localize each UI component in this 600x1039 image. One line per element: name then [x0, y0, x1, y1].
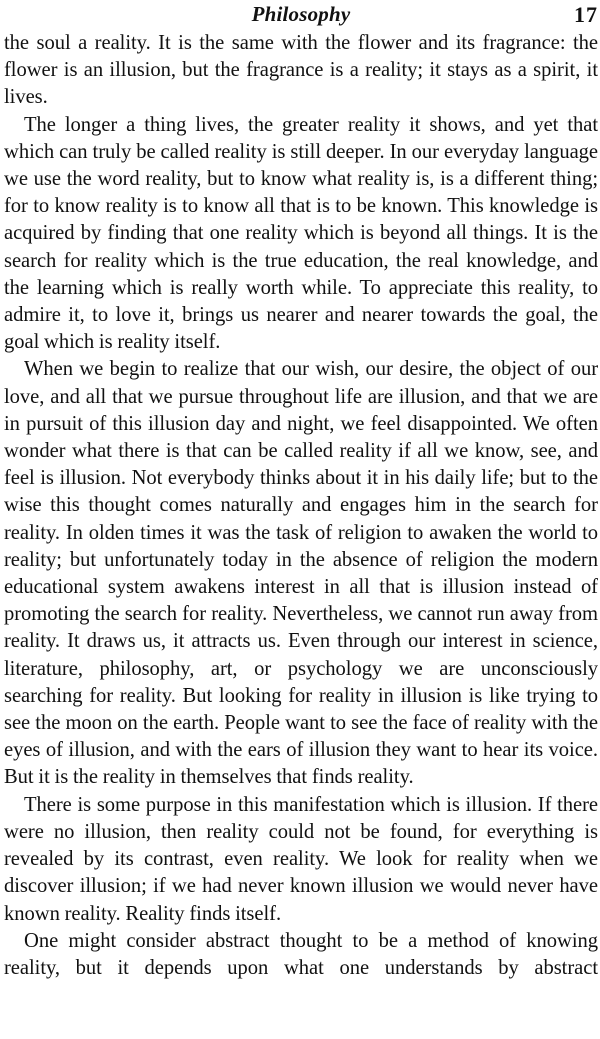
body-text — [4, 30, 598, 982]
paragraph-truncated: One might consider abstract thought to be a method of knowing reality, but it depends upon what one understands by abstract — [4, 929, 598, 979]
running-head — [4, 0, 598, 30]
running-title: Philosophy — [251, 2, 351, 26]
paragraph: There is some purpose in this manifestation which is illusion. If there were no illusion, then reality could not be found, for everything is revealed by its contrast, even reality. We look for reality when we discover illusion; if we had never known illusion we would never have known reality. Reality finds itself. — [4, 793, 598, 925]
paragraph-continued: the soul a reality. It is the same with the flower and its fragrance: the flower is an illusion, but the fragrance is a reality; it stays as a spirit, it lives. — [4, 32, 598, 109]
page-number: 17 — [574, 2, 598, 27]
paragraph: The longer a thing lives, the greater reality it shows, and yet that which can truly be called reality is still deeper. In our everyday language we use the word reality, but to know what reality is, is a different thing; for to know reality is to know all that is to be known. This knowledge is acquired by finding that one reality which is beyond all things. It is the search for reality which is the true education, the real knowledge, and the learning which is really worth while. To appreciate this reality, to admire it, to love it, brings us nearer and nearer towards the goal, the goal which is reality itself. — [4, 113, 598, 354]
paragraph: When we begin to realize that our wish, our desire, the object of our love, and all that we pursue throughout life are illusion, and that we are in pursuit of this illusion day and night, we feel disappointed. We often wonder what there is that can be called reality if all we know, see, and feel is illusion. Not everybody thinks about it in his daily life; but to the wise this thought comes naturally and engages him in the search for reality. In olden times it was the task of religion to awaken the world to reality; but unfortunately today in the absence of religion the modern educational system awakens interest in all that is illusion instead of promoting the search for reality. Nevertheless, we cannot run away from reality. It draws us, it attracts us. Even through our interest in science, literature, philosophy, art, or psychology we are unconsciously searching for reality. But looking for reality in illusion is like trying to see the moon on the earth. People want to see the face of reality with the eyes of illusion, and with the ears of illusion they want to hear its voice. But it is the reality in themselves that finds reality. — [4, 358, 598, 789]
book-page — [4, 0, 598, 1039]
